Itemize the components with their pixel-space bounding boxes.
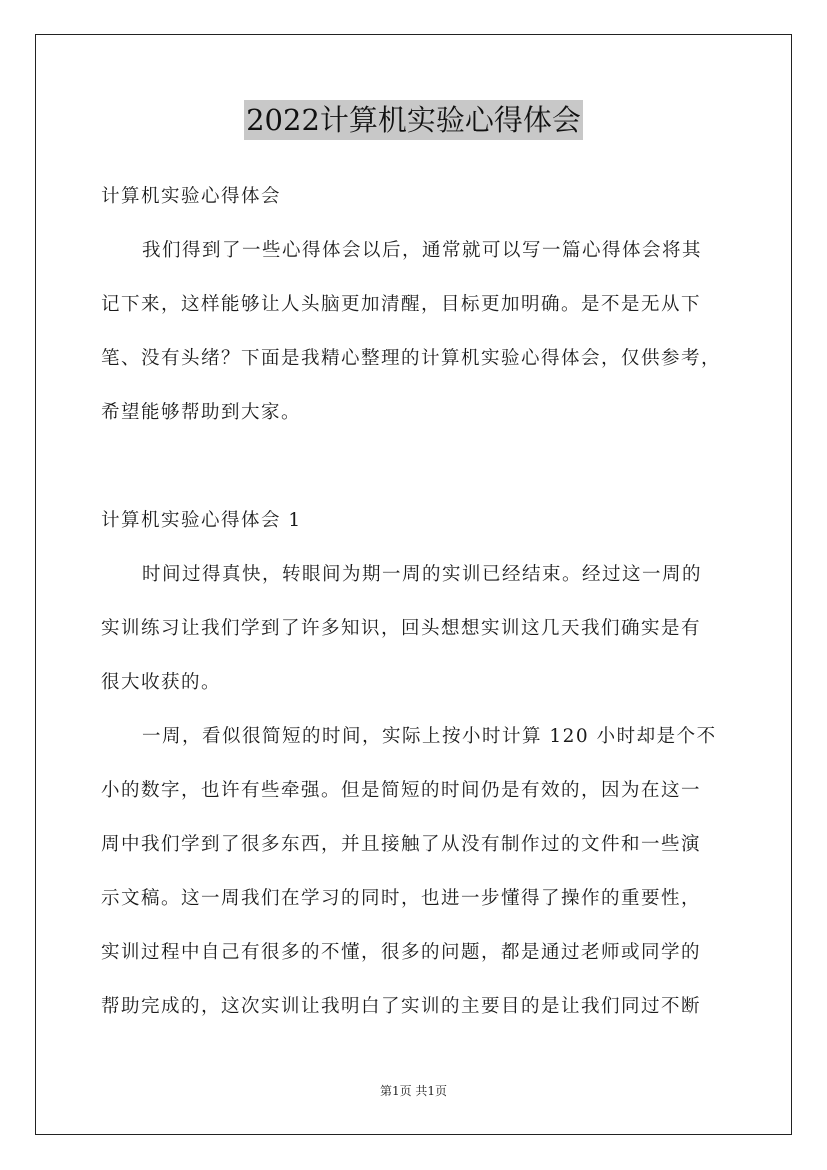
section-heading: 计算机实验心得体会 [101, 186, 282, 207]
paragraph-line: 一周，看似很简短的时间，实际上按小时计算 120 小时却是个不 [142, 726, 717, 747]
paragraph-line: 我们得到了一些心得体会以后，通常就可以写一篇心得体会将其 [142, 240, 703, 261]
paragraph-line: 时间过得真快，转眼间为期一周的实训已经结束。经过这一周的 [142, 564, 703, 585]
title-container [0, 100, 827, 140]
paragraph-line: 记下来，这样能够让人头脑更加清醒，目标更加明确。是不是无从下 [101, 294, 702, 315]
paragraph-line: 实训过程中自己有很多的不懂，很多的问题，都是通过老师或同学的 [101, 942, 702, 963]
paragraph-line: 很大收获的。 [101, 672, 222, 693]
paragraph-line: 小的数字，也许有些牵强。但是简短的时间仍是有效的，因为在这一 [101, 780, 702, 801]
document-body [101, 170, 741, 1034]
page-footer: 第1页 共1页 [379, 1084, 448, 1098]
paragraph-line: 实训练习让我们学到了许多知识，回头想想实训这几天我们确实是有 [101, 618, 702, 639]
spacer [101, 440, 741, 494]
document-title: 2022计算机实验心得体会 [244, 100, 583, 140]
paragraph-line: 帮助完成的，这次实训让我明白了实训的主要目的是让我们同过不断 [101, 996, 702, 1017]
section-heading: 计算机实验心得体会 1 [101, 510, 302, 531]
paragraph-line: 周中我们学到了很多东西，并且接触了从没有制作过的文件和一些演 [101, 834, 702, 855]
paragraph-line: 示文稿。这一周我们在学习的同时，也进一步懂得了操作的重要性， [101, 888, 702, 909]
paragraph-line: 希望能够帮助到大家。 [101, 402, 302, 423]
paragraph-line: 笔、没有头绪？下面是我精心整理的计算机实验心得体会，仅供参考， [101, 348, 722, 369]
